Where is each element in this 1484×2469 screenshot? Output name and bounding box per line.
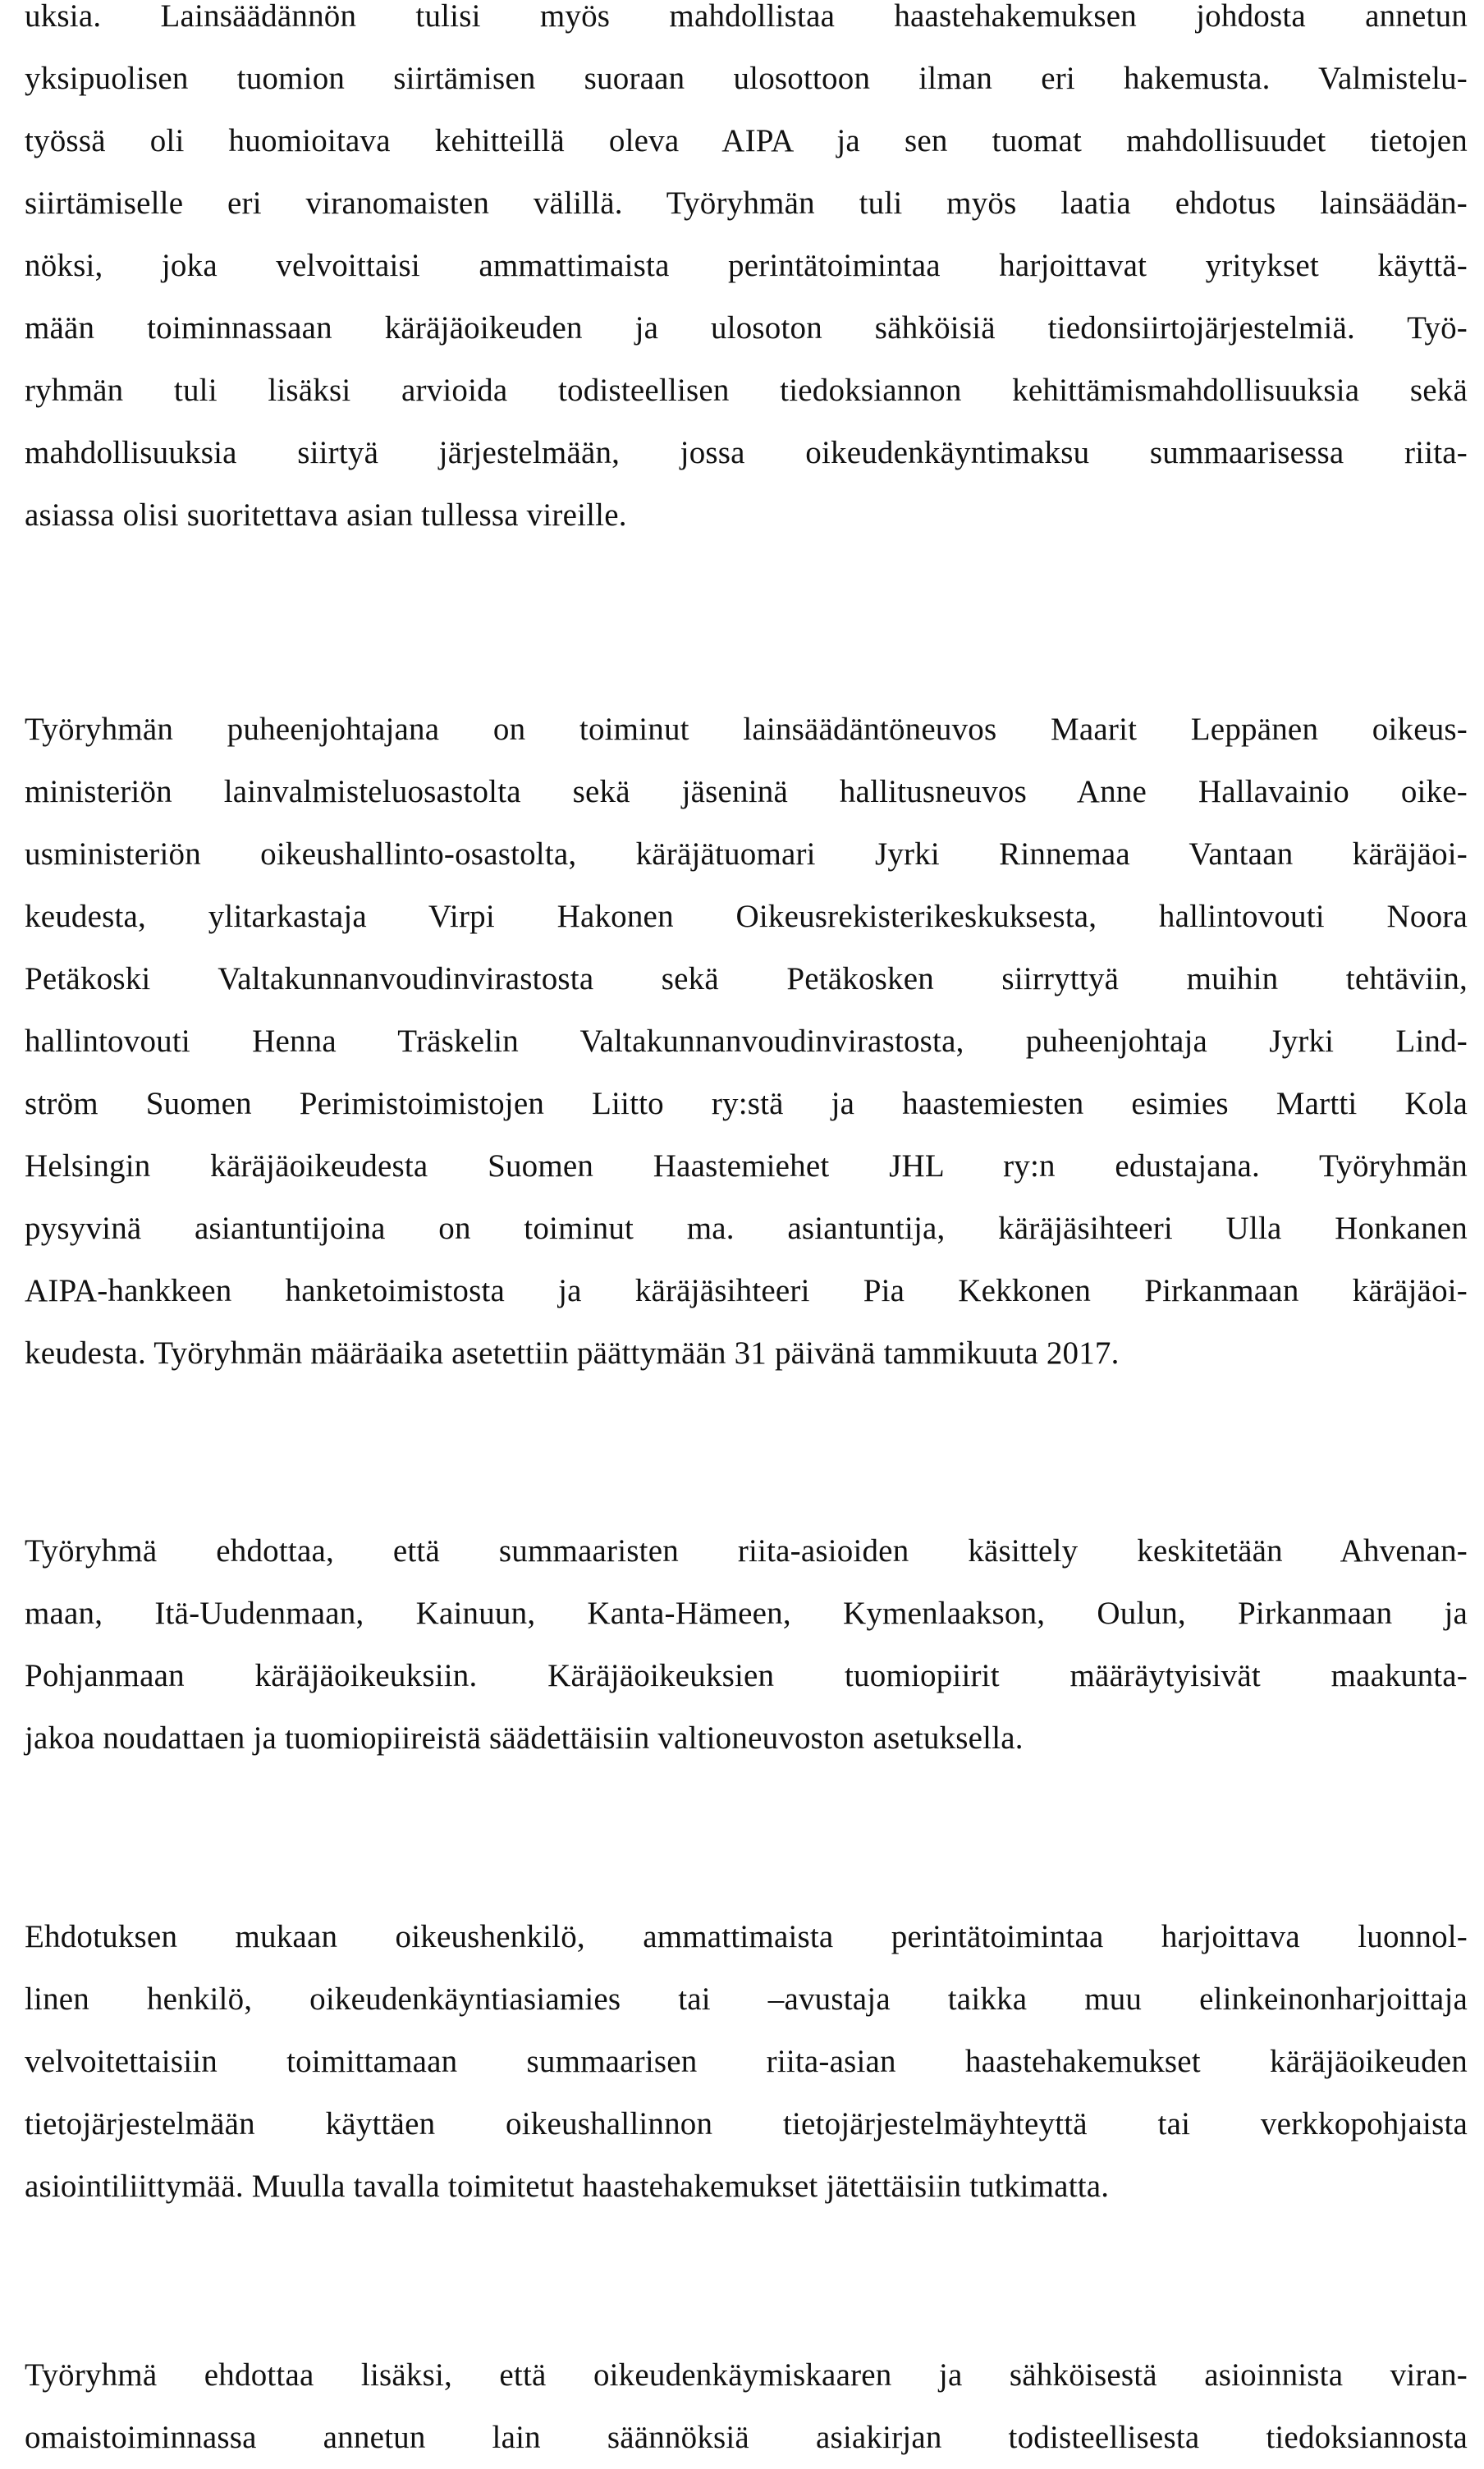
paragraph-proposal-electronic bbox=[25, 1906, 1468, 2218]
text-line: uksia. Lainsäädännön tulisi myös mahdollistaa haastehakemuksen johdosta annetun bbox=[25, 0, 1468, 34]
text-line: Petäkoski Valtakunnanvoudinvirastosta sekä Petäkosken siirryttyä muihin tehtäviin, bbox=[25, 961, 1468, 996]
text-line: Helsingin käräjäoikeudesta Suomen Haastemiehet JHL ry:n edustajana. Työryhmän bbox=[25, 1148, 1468, 1184]
text-line: usministeriön oikeushallinto-osastolta, käräjätuomari Jyrki Rinnemaa Vantaan käräjäoi- bbox=[25, 836, 1468, 872]
text-line: Pohjanmaan käräjäoikeuksiin. Käräjäoikeuksien tuomiopiirit määräytyisivät maakunta- bbox=[25, 1658, 1468, 1693]
text-line: ryhmän tuli lisäksi arvioida todisteellisen tiedoksiannon kehittämismahdollisuuksia sekä bbox=[25, 373, 1468, 408]
text-line: ministeriön lainvalmisteluosastolta sekä jäseninä hallitusneuvos Anne Hallavainio oike- bbox=[25, 774, 1468, 809]
text-line: asiassa olisi suoritettava asian tullessa vireille. bbox=[25, 497, 627, 533]
text-line: työssä oli huomioitava kehitteillä oleva AIPA ja sen tuomat mahdollisuudet tietojen bbox=[25, 123, 1468, 158]
text-line: nöksi, joka velvoittaisi ammattimaista perintätoimintaa harjoittavat yritykset käyttä- bbox=[25, 248, 1468, 283]
text-line: linen henkilö, oikeudenkäyntiasiamies tai –avustaja taikka muu elinkeinonharjoittaja bbox=[25, 1981, 1468, 2017]
text-line: asiointiliittymää. Muulla tavalla toimitetut haastehakemukset jätettäisiin tutkimatta. bbox=[25, 2169, 1110, 2204]
text-line: siirtämiselle eri viranomaisten välillä. Työryhmän tuli myös laatia ehdotus lainsäädän- bbox=[25, 186, 1468, 221]
text-line: pysyvinä asiantuntijoina on toiminut ma. asiantuntija, käräjäsihteeri Ulla Honkanen bbox=[25, 1211, 1468, 1246]
text-line: yksipuolisen tuomion siirtämisen suoraan ulosottoon ilman eri hakemusta. Valmistelu- bbox=[25, 61, 1468, 96]
text-line: maan, Itä-Uudenmaan, Kainuun, Kanta-Hämeen, Kymenlaakson, Oulun, Pirkanmaan ja bbox=[25, 1596, 1468, 1631]
text-line: mään toiminnassaan käräjäoikeuden ja ulosoton sähköisiä tiedonsiirtojärjestelmiä. Työ- bbox=[25, 310, 1468, 346]
text-line: Työryhmän puheenjohtajana on toiminut lainsäädäntöneuvos Maarit Leppänen oikeus- bbox=[25, 712, 1468, 747]
text-line: Ehdotuksen mukaan oikeushenkilö, ammattimaista perintätoimintaa harjoittava luonnol- bbox=[25, 1919, 1468, 1954]
text-line: jakoa noudattaen ja tuomiopiireistä säädettäisiin valtioneuvoston asetuksella. bbox=[25, 1720, 1024, 1756]
text-line: ström Suomen Perimistoimistojen Liitto ry:stä ja haastemiesten esimies Martti Kola bbox=[25, 1086, 1468, 1121]
text-line: hallintovouti Henna Träskelin Valtakunnanvoudinvirastosta, puheenjohtaja Jyrki Lind- bbox=[25, 1024, 1468, 1059]
text-line: velvoitettaisiin toimittamaan summaarisen riita-asian haastehakemukset käräjäoikeuden bbox=[25, 2044, 1468, 2079]
text-line: keudesta. Työryhmän määräaika asetettiin päättymään 31 päivänä tammikuuta 2017. bbox=[25, 1335, 1120, 1371]
paragraph-proposal-service bbox=[25, 2344, 1468, 2469]
text-line: Työryhmä ehdottaa, että summaaristen riita-asioiden käsittely keskitetään Ahvenan- bbox=[25, 1533, 1468, 1569]
text-line: omaistoiminnassa annetun lain säännöksiä asiakirjan todisteellisesta tiedoksiannosta bbox=[25, 2420, 1468, 2455]
text-line: AIPA-hankkeen hanketoimistosta ja käräjäsihteeri Pia Kekkonen Pirkanmaan käräjäoi- bbox=[25, 1273, 1468, 1308]
paragraph-proposal-courts bbox=[25, 1520, 1468, 1770]
text-line: tietojärjestelmään käyttäen oikeushallinnon tietojärjestelmäyhteyttä tai verkkopohjaista bbox=[25, 2106, 1468, 2141]
text-line: Työryhmä ehdottaa lisäksi, että oikeudenkäymiskaaren ja sähköisestä asioinnista viran- bbox=[25, 2357, 1468, 2393]
paragraph-members bbox=[25, 699, 1468, 1385]
text-line: keudesta, ylitarkastaja Virpi Hakonen Oikeusrekisterikeskuksesta, hallintovouti Noora bbox=[25, 899, 1468, 934]
text-line: mahdollisuuksia siirtyä järjestelmään, jossa oikeudenkäyntimaksu summaarisessa riita- bbox=[25, 435, 1468, 470]
paragraph-mandate bbox=[25, 0, 1468, 547]
